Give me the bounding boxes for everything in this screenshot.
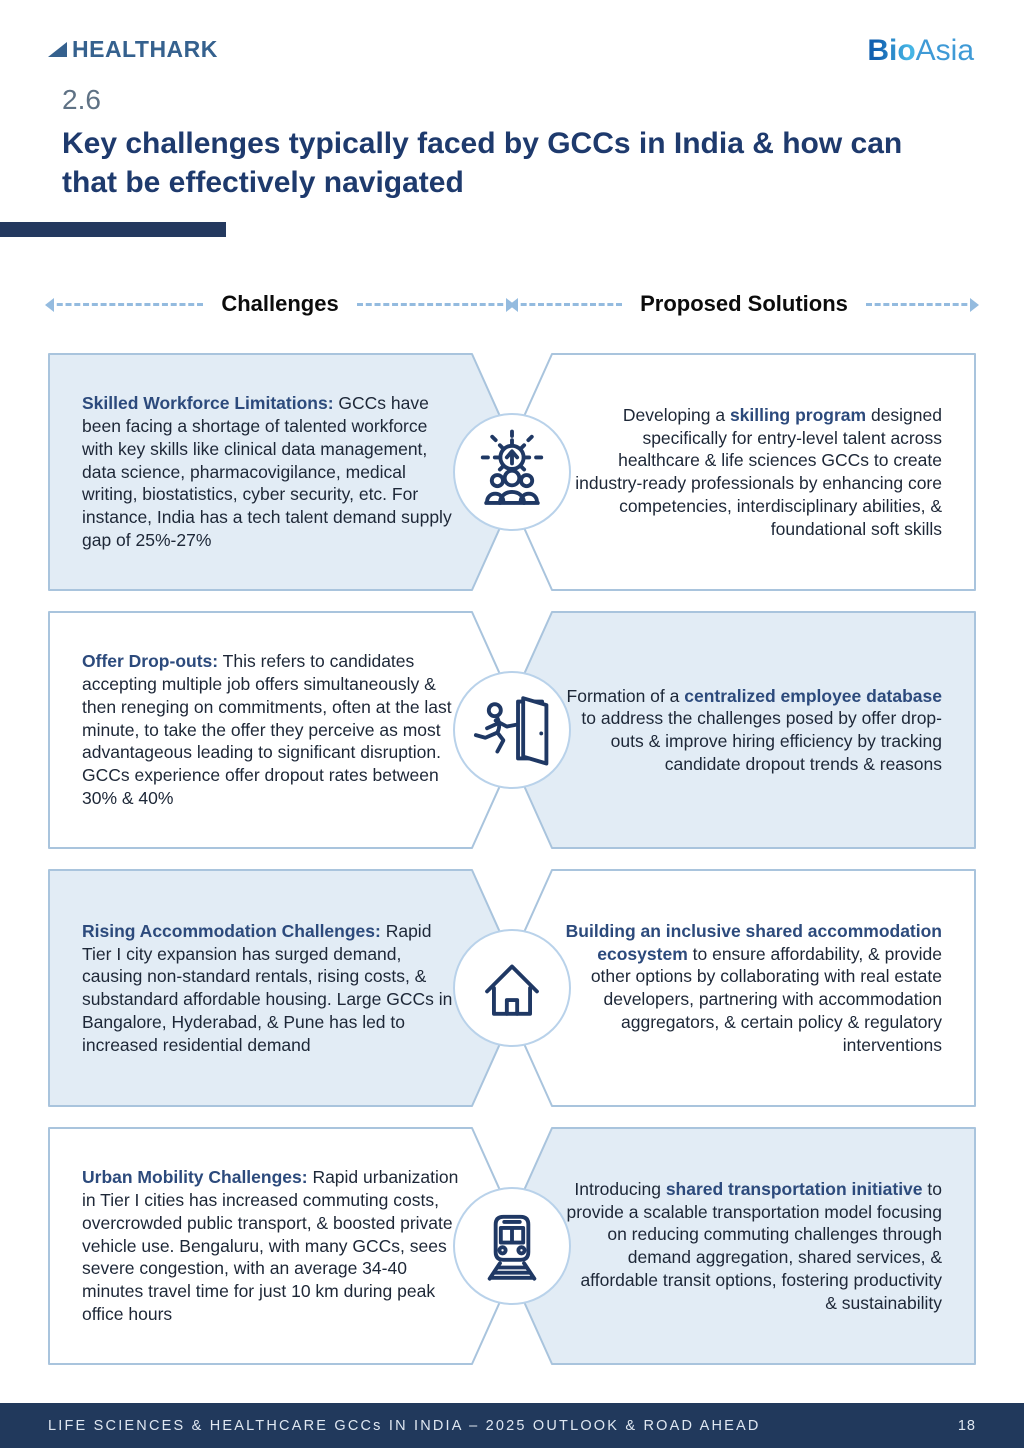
challenge-lead: Skilled Workforce Limitations: [82, 393, 334, 414]
house-icon [469, 945, 555, 1031]
challenges-header-group [48, 291, 512, 317]
challenge-lead: Offer Drop-outs: [82, 651, 219, 672]
solutions-header-group [512, 291, 976, 317]
dashed-arrow-left-icon [48, 303, 203, 306]
solution-post: designed specifically for entry-level talent across healthcare & life sciences GCCs to create industry-ready professionals by enhancing core competencies, interdisciplinary abilities, & foundational soft skills [575, 404, 942, 539]
solution-post: to ensure affordability, & provide other options by collaborating with real estate developers, partnering with accommodation aggregators, & certain policy & regulatory interventions [590, 943, 942, 1055]
bioasia-logo-bio: Bio [867, 34, 916, 67]
page-number: 18 [957, 1417, 976, 1434]
solution-pre: Introducing [574, 1178, 666, 1199]
challenge-body: GCCs have been facing a shortage of talented workforce with key skills like clinical data management, data science, pharmacovigilance, medical writing, biostatistics, cyber security, etc. For instance, India has a tech talent demand supply gap of 25%-27% [82, 393, 452, 550]
train-icon [469, 1203, 555, 1289]
row-icon-circle [453, 929, 571, 1047]
footer-title: LIFE SCIENCES & HEALTHCARE GCCs IN INDIA – 2025 OUTLOOK & ROAD AHEAD [48, 1417, 761, 1434]
healthark-logo [48, 36, 218, 63]
bioasia-logo-asia: Asia [915, 34, 974, 67]
row-rising-accommodation [48, 869, 976, 1107]
solution-bold: centralized employee database [684, 685, 942, 706]
solution-post: to address the challenges posed by offer drop-outs & improve hiring efficiency by tracking candidate dropout trends & reasons [581, 708, 942, 774]
row-icon-circle [453, 671, 571, 789]
challenge-body: Rapid Tier I city expansion has surged demand, causing non-standard rentals, rising costs, & substandard affordable housing. Large GCCs in Bangalore, Hyderabad, & Pune has led to increased residential demand [82, 920, 453, 1055]
title-underline-bar [0, 222, 226, 237]
bioasia-logo [867, 36, 976, 66]
challenge-body: This refers to candidates accepting multiple job offers simultaneously & then reneging on commitments, often at the last minute, to take the offer they perceive as most advantageous leading to significant disruption. GCCs experience offer dropout rates between 30% & 40% [82, 651, 452, 808]
page-title: Key challenges typically faced by GCCs in India & how can that be effectively navigated [62, 127, 903, 199]
challenges-column-label: Challenges [221, 291, 339, 316]
challenge-lead: Urban Mobility Challenges: [82, 1167, 308, 1188]
exit-door-runner-icon [469, 687, 555, 773]
column-headers [48, 291, 976, 317]
solution-pre: Formation of a [566, 685, 685, 706]
healthark-logo-text: HEALTHARK [72, 36, 218, 62]
solution-bold: skilling program [729, 404, 867, 425]
footer-bar [0, 1403, 1024, 1448]
solution-bold: shared transportation initiative [665, 1178, 923, 1199]
challenge-lead: Rising Accommodation Challenges: [82, 920, 381, 941]
challenge-solution-rows [48, 353, 976, 1365]
team-skill-gear-icon [469, 429, 555, 515]
solutions-column-label: Proposed Solutions [640, 291, 848, 316]
row-skilled-workforce [48, 353, 976, 591]
challenge-body: Rapid urbanization in Tier I cities has increased commuting costs, overcrowded public transport, & boosted private vehicle use. Bengaluru, with many GCCs, sees severe congestion, with an average 34-40 minutes travel time for just 10 km during peak office hours [82, 1167, 459, 1324]
row-offer-dropouts [48, 611, 976, 849]
dashed-arrow-right-icon [866, 303, 976, 306]
row-icon-circle [453, 1187, 571, 1305]
solution-bold: Building an inclusive shared accommodation ecosystem [565, 920, 942, 964]
row-urban-mobility [48, 1127, 976, 1365]
healthark-triangle-icon [48, 42, 67, 57]
section-number: 2.6 [62, 84, 101, 115]
solution-post: to provide a scalable transportation model focusing on reducing commuting challenges through demand aggregation, shared services, & affordable transit options, fostering productivity & sustainability [566, 1178, 942, 1313]
brand-row [0, 0, 1024, 66]
solution-pre: Developing a [622, 404, 730, 425]
row-icon-circle [453, 413, 571, 531]
dashed-arrow-right-icon [357, 303, 512, 306]
dashed-arrow-left-icon [512, 303, 622, 306]
